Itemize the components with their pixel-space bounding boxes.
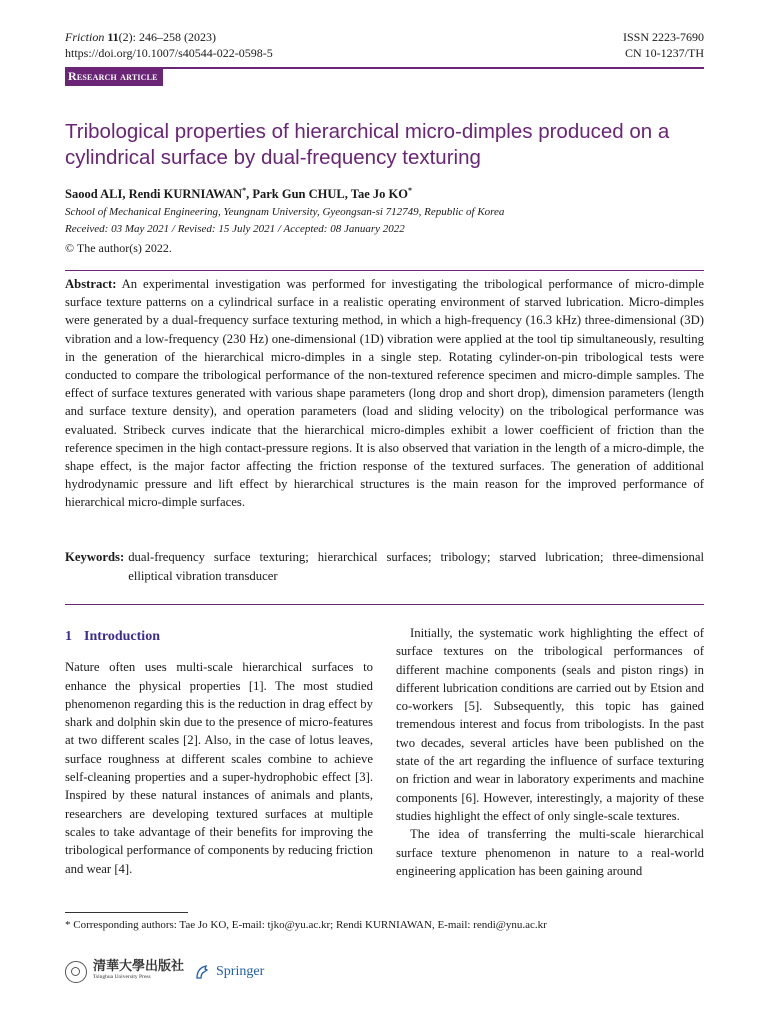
press-name-cn: 清華大學出版社	[93, 959, 185, 974]
section-heading	[65, 628, 373, 646]
tsinghua-seal-icon	[65, 961, 87, 983]
copyright: © The author(s) 2022.	[65, 241, 172, 255]
volume: 11	[107, 30, 119, 44]
abstract	[65, 275, 704, 512]
section-number: 1	[65, 629, 72, 644]
author-list	[65, 186, 412, 202]
publisher-footer	[65, 958, 264, 986]
corresponding-mark-2: *	[407, 186, 412, 195]
section-title: Introduction	[84, 629, 160, 644]
left-column	[65, 624, 373, 878]
footnote-rule	[65, 912, 188, 913]
keywords-text: dual-frequency surface texturing; hierarchical surfaces; tribology; starved lubrication; three-dimensional elliptical vibration transducer	[128, 550, 704, 583]
right-column	[396, 624, 704, 880]
article-title: Tribological properties of hierarchical micro-dimples produced on a cylindrical surface by dual-frequency texturing	[65, 120, 670, 169]
body-paragraph: The idea of transferring the multi-scale hierarchical surface texture phenomenon in nature to a real-world engineering application has been gaining around	[396, 827, 704, 878]
running-header-left	[65, 29, 273, 61]
keywords-label: Keywords:	[65, 550, 125, 564]
keywords-bottom-rule	[65, 604, 704, 605]
cn-number: CN 10-1237/TH	[625, 46, 704, 60]
abstract-label: Abstract:	[65, 277, 117, 291]
article-type-badge: Research article	[65, 67, 163, 86]
body-paragraph: Nature often uses multi-scale hierarchical surfaces to enhance the physical properties [1]. The most studied phenomenon regarding this is the reduction in drag effect by shark and dolphin skin due to the presence of micro-features at two different scales [2]. Also, in the case of lotus leaves, surface roughness at different scales combine to achieve self-cleaning properties and a super-hydrophobic effect [3]. Inspired by these natural instances of animals and plants, researchers are developing textured surfaces at multiple scales to take advantage of their benefits for improving the tribological performance of components by reducing friction and wear [4].	[65, 660, 373, 876]
abstract-text: An experimental investigation was performed for investigating the tribological performance of micro-dimple surface texture patterns on a cylindrical surface in a realistic operating environment of starved lubrication. Micro-dimples were generated by a dual-frequency surface texturing method, in which a high-frequency (16.3 kHz) three-dimensional (3D) vibration and a low-frequency (230 Hz) one-dimensional (1D) vibration were applied at the tool tip simultaneously, resulting in the generation of the hierarchical micro-dimples in a single step. Rotating cylinder-on-pin tribological tests were conducted to compare the tribological performance of the non-textured reference specimen and micro-dimple samples. The effect of surface textures generated with various shape parameters (long drop and short drop), dimension parameters (length and surface texture density), and operation parameters (load and sliding velocity) on the tribological performance was evaluated. Stribeck curves indicate that the hierarchical micro-dimples exhibit a lower coefficient of friction than the reference specimen in the high contact-pressure regions. It is also observed that variation in the length of a micro-dimple, the shape effect, is the major factor affecting the friction response of the textured surfaces. The generation of additional hydrodynamic pressure and lift effect by hierarchical structures is the main reason for the improved performance of hierarchical micro-dimple surfaces.	[65, 277, 704, 510]
running-header-right	[623, 29, 704, 61]
press-name-en: Tsinghua University Press	[93, 974, 151, 980]
tsinghua-press-logo	[93, 961, 184, 983]
springer-logo-text: Springer	[216, 964, 265, 979]
corresponding-mark-1: *	[242, 186, 247, 195]
corresponding-author-footnote: * Corresponding authors: Tae Jo KO, E-mail: tjko@yu.ac.kr; Rendi KURNIAWAN, E-mail: rendi@ynu.ac.kr	[65, 919, 547, 931]
issue-pages: (2): 246–258 (2023)	[118, 30, 216, 44]
abstract-top-rule	[65, 270, 704, 271]
journal-name: Friction	[65, 30, 105, 44]
affiliation: School of Mechanical Engineering, Yeungnam University, Gyeongsan-si 712749, Republic of Korea	[65, 206, 505, 218]
doi-link[interactable]: https://doi.org/10.1007/s40544-022-0598-5	[65, 46, 273, 60]
body-paragraph: Initially, the systematic work highlighting the effect of surface textures on the tribological performances of different machine components (seals and piston rings) in different lubrication conditions are carried out by Etsion and co-workers [5]. Subsequently, this topic has gained tremendous interest and focus from tribologists. In the past two decades, several articles have been published on the state of the art regarding the influence of surface texturing on friction and wear in laboratory experiments and machine components [6]. However, interestingly, a majority of these studies highlight the effect of only single-scale textures.	[396, 626, 704, 823]
springer-horse-icon	[194, 964, 210, 980]
keywords	[65, 548, 704, 585]
issn: ISSN 2223-7690	[622, 30, 704, 44]
authors-part-2: , Park Gun CHUL, Tae Jo KO	[246, 187, 408, 202]
submission-dates: Received: 03 May 2021 / Revised: 15 July 2021 / Accepted: 08 January 2022	[65, 223, 405, 235]
authors-part-1: Saood ALI, Rendi KURNIAWAN	[65, 187, 243, 202]
